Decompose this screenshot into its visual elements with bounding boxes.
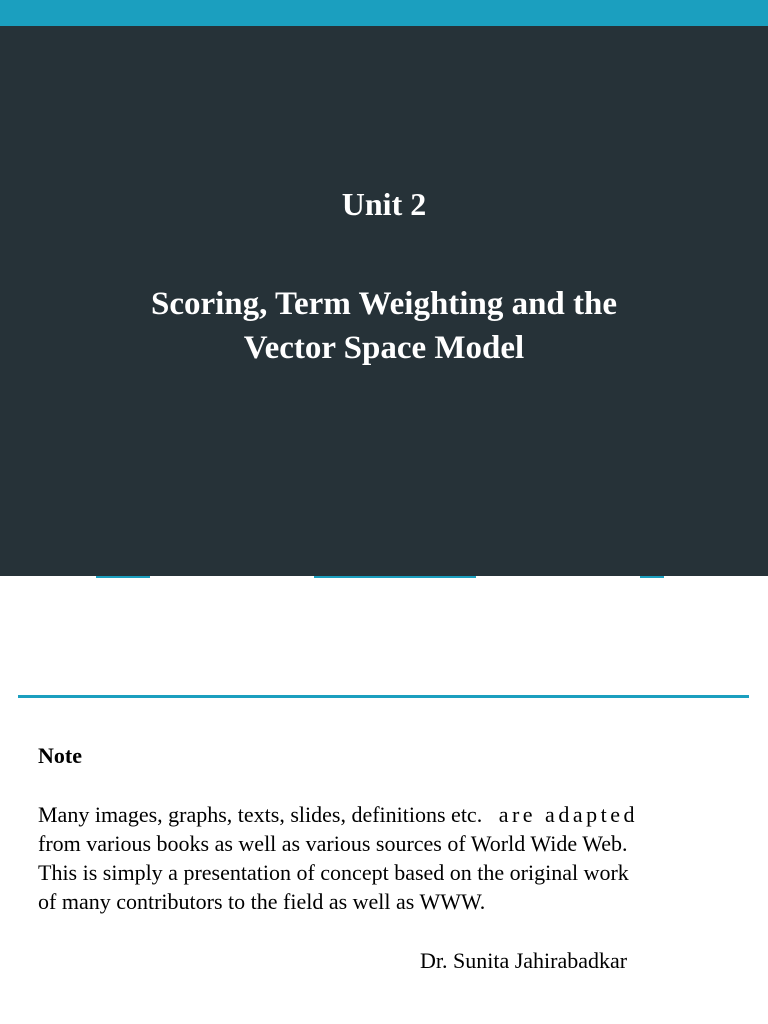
note-line-3: This is simply a presentation of concept based on the original work [38,860,629,885]
note-line-1 [38,800,738,829]
note-body [38,800,738,916]
slide-title [0,282,768,370]
note-line-2: from various books as well as various sources of World Wide Web. [38,831,628,856]
note-line-1-spaced-text: are adapted [498,802,638,827]
slide-title-line-2: Vector Space Model [243,330,525,366]
title-slide [0,26,768,576]
unit-label: Unit 2 [341,186,427,222]
note-line-1-text: Many images, graphs, texts, slides, definitions etc. [38,802,483,827]
note-line-4: of many contributors to the field as well as WWW. [38,889,486,914]
slide-edge-accent [314,576,476,578]
note-heading: Note [38,743,82,768]
author-name: Dr. Sunita Jahirabadkar [420,948,628,973]
slide-edge-accent [96,576,150,578]
top-accent-strip [0,0,768,26]
slide-title-line-1: Scoring, Term Weighting and the [150,286,618,322]
slide-edge-accent [640,576,664,578]
section-divider [18,695,749,698]
